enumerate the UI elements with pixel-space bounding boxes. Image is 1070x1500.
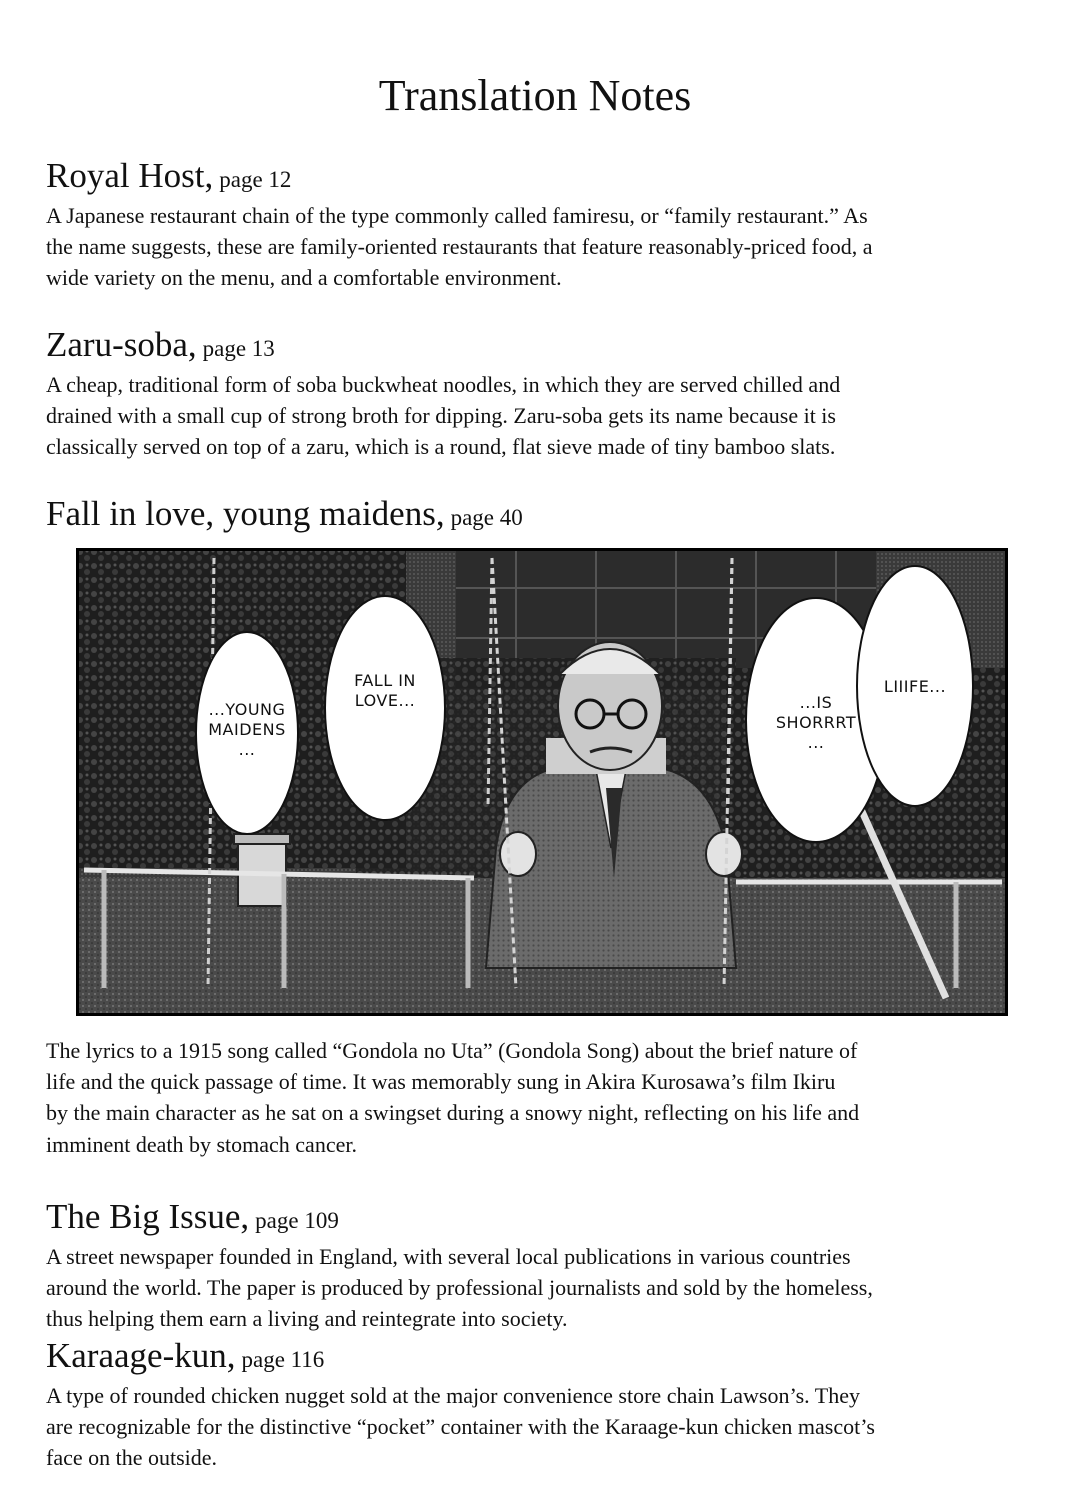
note-line: wide variety on the menu, and a comfortable environment. <box>46 265 562 291</box>
note-line: A Japanese restaurant chain of the type commonly called famiresu, or “family restaurant.” As <box>46 203 868 228</box>
note-body <box>46 1380 1036 1474</box>
speech-bubble-fall-in-love <box>325 596 445 820</box>
note-big-issue <box>46 1197 1036 1335</box>
note-line: imminent death by stomach cancer. <box>46 1131 357 1157</box>
note-line: life and the quick passage of time. It was memorably sung in Akira Kurosawa’s film Ikiru <box>46 1069 836 1095</box>
manga-panel-illustration <box>76 548 1008 1016</box>
page-title: Translation Notes <box>378 71 692 120</box>
bubble-line: LIIIFE... <box>883 677 947 696</box>
note-page-ref: page 40 <box>450 505 523 530</box>
note-term: Karaage-kun, <box>46 1336 236 1375</box>
note-fall-in-love <box>46 494 1036 538</box>
bubble-line: ... <box>807 733 825 752</box>
manga-panel <box>76 548 1008 1016</box>
note-line: face on the outside. <box>46 1445 218 1471</box>
note-body <box>46 1035 1036 1160</box>
note-line: A cheap, traditional form of soba buckwheat noodles, in which they are served chilled and <box>46 372 841 397</box>
note-heading <box>46 156 1036 200</box>
bubble-line: MAIDENS <box>208 720 286 739</box>
note-page-ref: page 116 <box>241 1347 325 1372</box>
note-line: drained with a small cup of strong broth for dipping. Zaru-soba gets its name because it is <box>46 403 836 429</box>
speech-bubble-life <box>857 566 973 806</box>
bubble-line: LOVE... <box>354 691 416 710</box>
note-heading <box>46 1336 1036 1380</box>
note-term: Fall in love, young maidens, <box>46 494 445 533</box>
note-line: classically served on top of a zaru, which is a round, flat sieve made of tiny bamboo slats. <box>46 434 836 460</box>
note-line: The lyrics to a 1915 song called “Gondola no Uta” (Gondola Song) about the brief nature of <box>46 1038 858 1063</box>
note-line: are recognizable for the distinctive “pocket” container with the Karaage-kun chicken mascot’s <box>46 1414 875 1440</box>
note-heading <box>46 1197 1036 1241</box>
note-line: thus helping them earn a living and reintegrate into society. <box>46 1306 568 1332</box>
note-page-ref: page 13 <box>202 336 275 361</box>
note-term: The Big Issue, <box>46 1197 250 1236</box>
bubble-line: FALL IN <box>354 671 416 690</box>
note-zaru-soba <box>46 325 1036 463</box>
note-body <box>46 1241 1036 1335</box>
note-line: the name suggests, these are family-oriented restaurants that feature reasonably-priced food, a <box>46 234 873 260</box>
note-term: Royal Host, <box>46 156 214 195</box>
note-line: around the world. The paper is produced by professional journalists and sold by the homeless, <box>46 1275 873 1301</box>
note-heading <box>46 325 1036 369</box>
note-line: by the main character as he sat on a swingset during a snowy night, reflecting on his life and <box>46 1100 860 1126</box>
note-body <box>46 200 1036 294</box>
note-royal-host <box>46 156 1036 294</box>
note-line: A type of rounded chicken nugget sold at the major convenience store chain Lawson’s. They <box>46 1383 860 1408</box>
bubble-line: ...YOUNG <box>208 700 286 719</box>
bubble-line: ... <box>238 740 256 759</box>
note-fall-in-love-body <box>46 1035 1036 1160</box>
bubble-line: SHORRRT <box>775 713 857 732</box>
note-karaage-kun <box>46 1336 1036 1474</box>
note-line: A street newspaper founded in England, with several local publications in various countries <box>46 1244 851 1269</box>
note-body <box>46 369 1036 463</box>
note-page-ref: page 12 <box>219 167 292 192</box>
note-term: Zaru-soba, <box>46 325 197 364</box>
speech-bubble-young-maidens <box>196 632 298 834</box>
bubble-line: ...IS <box>799 693 833 712</box>
note-page-ref: page 109 <box>255 1208 339 1233</box>
note-heading <box>46 494 1036 538</box>
